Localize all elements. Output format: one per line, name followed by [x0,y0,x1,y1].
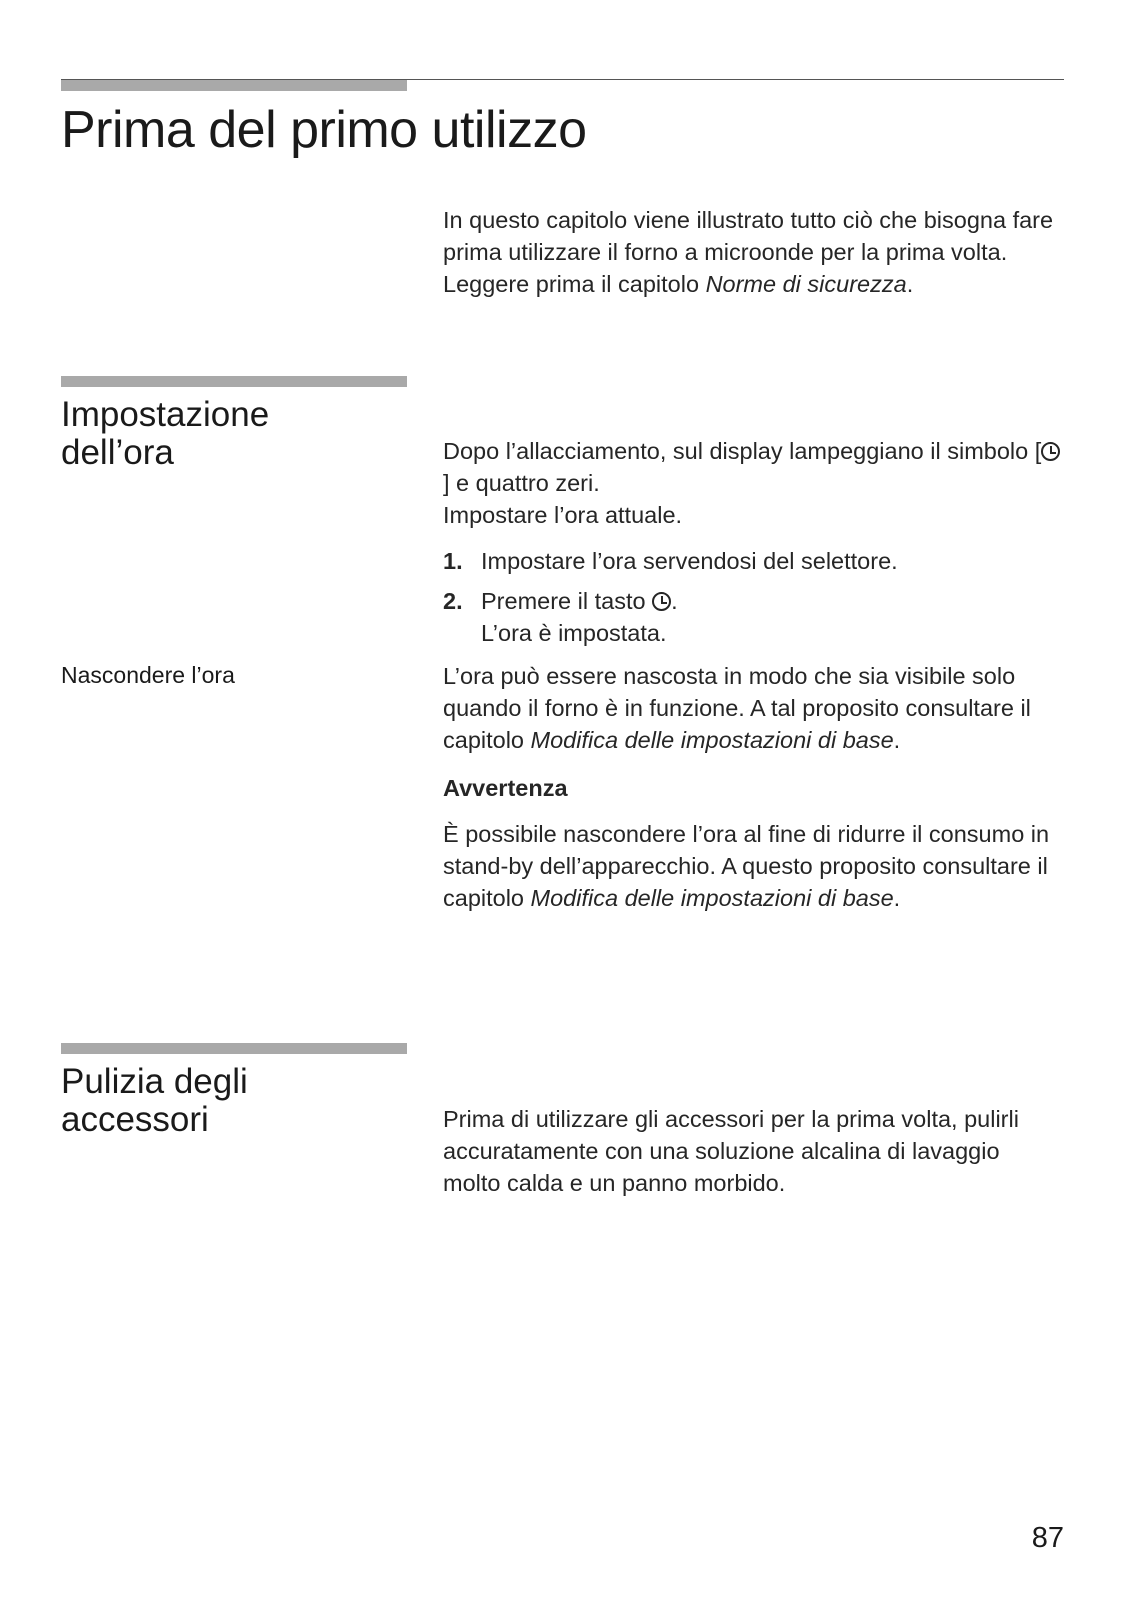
intro-reference-suffix: . [906,271,914,297]
page-title: Prima del primo utilizzo [61,101,587,159]
clock-icon [1041,442,1060,461]
time-paragraph-1 [443,435,1063,499]
hide-paragraph [443,660,1063,756]
step-item [443,585,1063,649]
step-text-tail: . [671,588,678,614]
intro-reference-line [443,268,1063,300]
time-steps-list [443,545,1063,649]
step-number: 2. [443,588,463,614]
section-rule-time [61,376,407,387]
time-paragraph-1-text: Dopo l’allacciamento, sul display lampeggiano il simbolo [ [443,438,1042,464]
section-clean-text [443,1103,1063,1199]
intro-reference-link: Norme di sicurezza [705,271,907,297]
step-text: Impostare l’ora servendosi del selettore. [481,548,898,574]
time-paragraph-1-tail: ] e quattro zeri. [443,470,600,496]
time-paragraph-2: Impostare l’ora attuale. [443,502,683,528]
section-title-time: Impostazione dell’ora [61,395,270,472]
note-paragraph [443,818,1063,914]
header-rule-thin [61,79,1064,80]
intro-paragraph: In questo capitolo viene illustrato tutto ciò che bisogna fare prima utilizzare il forno a microonde per la prima volta. [443,207,1054,265]
hide-paragraph-text: L’ora può essere nascosta in modo che sia visibile solo quando il forno è in funzione. A tal proposito consultare il capitolo [443,663,1031,753]
page-number: 87 [1031,1522,1064,1554]
step-text: Premere il tasto [481,588,653,614]
step-result: L’ora è impostata. [481,620,667,646]
clean-paragraph: Prima di utilizzare gli accessori per la prima volta, pulirli accuratamente con una soluzione alcalina di lavaggio molto calda e un panno morbido. [443,1106,1019,1196]
hide-paragraph-suffix: . [893,727,901,753]
section-rule-clean [61,1043,407,1054]
hide-reference-link: Modifica delle impostazioni di base [530,727,894,753]
section-time-text [443,435,1063,649]
intro-text [443,204,1063,300]
note-reference-link: Modifica delle impostazioni di base [530,885,894,911]
clock-icon [652,592,671,611]
note-paragraph-suffix: . [893,885,901,911]
section-title-clean: Pulizia degli accessori [61,1062,248,1139]
section-hide-text [443,660,1063,914]
label-hide-time: Nascondere l’ora [61,662,235,688]
note-title: Avvertenza [443,775,568,801]
step-number: 1. [443,548,463,574]
step-item [443,545,1063,577]
intro-reference-prefix: Leggere prima il capitolo [443,271,706,297]
header-rule-thick [61,80,407,91]
note-paragraph-text: È possibile nascondere l’ora al fine di ridurre il consumo in stand-by dell’apparecchio. A questo proposito consultare il capitolo [443,821,1050,911]
